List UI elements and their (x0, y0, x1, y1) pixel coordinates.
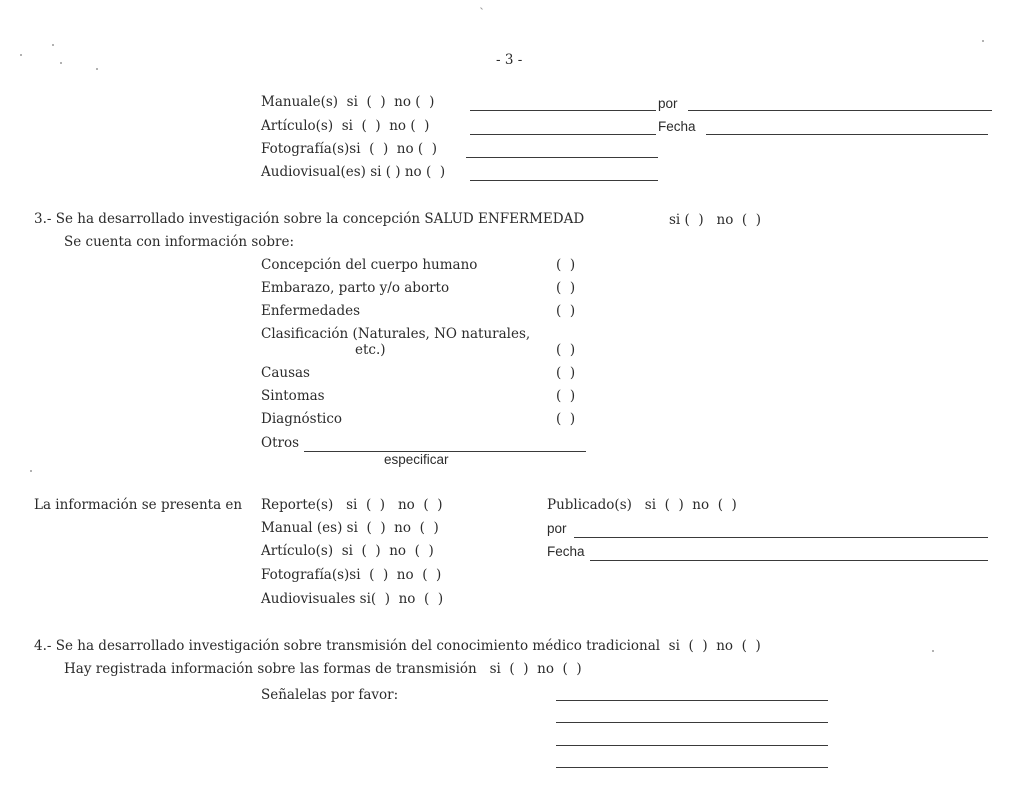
checkbox-causas[interactable]: ( ) (556, 365, 576, 381)
item-clasificacion-cont: etc.) (355, 342, 386, 358)
checkbox-embarazo[interactable]: ( ) (556, 280, 576, 296)
articulos-fecha-label: Fecha (658, 119, 696, 134)
scan-speck (20, 54, 22, 56)
checkbox-diagnostico[interactable]: ( ) (556, 411, 576, 427)
info-manual[interactable]: Manual (es) si ( ) no ( ) (261, 520, 439, 536)
info-fecha-label: Fecha (547, 544, 585, 559)
item-causas: Causas (261, 365, 310, 381)
articulos-row-label: Artículo(s) si ( ) no ( ) (261, 118, 430, 134)
scan-speck (480, 7, 483, 10)
info-audiovisuales[interactable]: Audiovisuales si( ) no ( ) (261, 591, 444, 607)
page-number: - 3 - (496, 52, 523, 68)
info-reporte[interactable]: Reporte(s) si ( ) no ( ) (261, 497, 443, 513)
item-sintomas: Sintomas (261, 388, 325, 404)
scan-speck (52, 44, 54, 46)
info-articulo[interactable]: Artículo(s) si ( ) no ( ) (261, 543, 434, 559)
section3-question: 3.- Se ha desarrollado investigación sobre la concepción SALUD ENFERMEDAD (34, 211, 585, 227)
info-fotografia[interactable]: Fotografía(s)si ( ) no ( ) (261, 567, 442, 583)
fotografias-line[interactable] (466, 157, 658, 158)
item-diagnostico: Diagnóstico (261, 411, 343, 427)
scan-speck (96, 68, 98, 70)
manuales-por-line[interactable] (688, 110, 992, 111)
info-por-line[interactable] (574, 537, 988, 538)
item-cuerpo-humano: Concepción del cuerpo humano (261, 257, 478, 273)
articulos-fecha-line[interactable] (706, 134, 988, 135)
section3-question-answer[interactable]: si ( ) no ( ) (669, 212, 762, 228)
manuales-title-line[interactable] (470, 110, 656, 111)
fotografias-row-label: Fotografía(s)si ( ) no ( ) (261, 141, 438, 157)
audiovisuales-line[interactable] (470, 180, 658, 181)
otros-hint: especificar (384, 452, 449, 467)
item-embarazo: Embarazo, parto y/o aborto (261, 280, 450, 296)
section4-question: 4.- Se ha desarrollado investigación sobre transmisión del conocimiento médico tradicional si ( ) no ( ) (34, 638, 761, 654)
manuales-row-label: Manuale(s) si ( ) no ( ) (261, 94, 435, 110)
otros-label: Otros (261, 435, 300, 451)
manuales-por-label: por (658, 96, 678, 111)
info-por-label: por (547, 521, 567, 536)
info-fecha-line[interactable] (590, 560, 988, 561)
answer-line-1[interactable] (556, 700, 828, 701)
scan-speck (932, 650, 934, 652)
answer-line-3[interactable] (556, 745, 828, 746)
audiovisuales-row-label: Audiovisual(es) si ( ) no ( ) (261, 164, 446, 180)
checkbox-enfermedades[interactable]: ( ) (556, 303, 576, 319)
checkbox-clasificacion[interactable]: ( ) (556, 342, 576, 358)
checkbox-sintomas[interactable]: ( ) (556, 388, 576, 404)
info-lead: La información se presenta en (34, 497, 243, 513)
item-enfermedades: Enfermedades (261, 303, 361, 319)
answer-line-4[interactable] (556, 767, 828, 768)
section4-subquestion: Hay registrada información sobre las formas de transmisión si ( ) no ( ) (64, 661, 582, 677)
section4-prompt: Señalelas por favor: (261, 687, 399, 703)
section3-subquestion: Se cuenta con información sobre: (64, 234, 295, 250)
checkbox-cuerpo-humano[interactable]: ( ) (556, 257, 576, 273)
scan-speck (60, 62, 62, 64)
answer-line-2[interactable] (556, 722, 828, 723)
articulos-title-line[interactable] (470, 134, 656, 135)
info-publicado[interactable]: Publicado(s) si ( ) no ( ) (547, 497, 737, 513)
scan-speck (30, 470, 32, 472)
scan-speck (982, 40, 984, 42)
item-clasificacion: Clasificación (Naturales, NO naturales, (261, 326, 531, 342)
